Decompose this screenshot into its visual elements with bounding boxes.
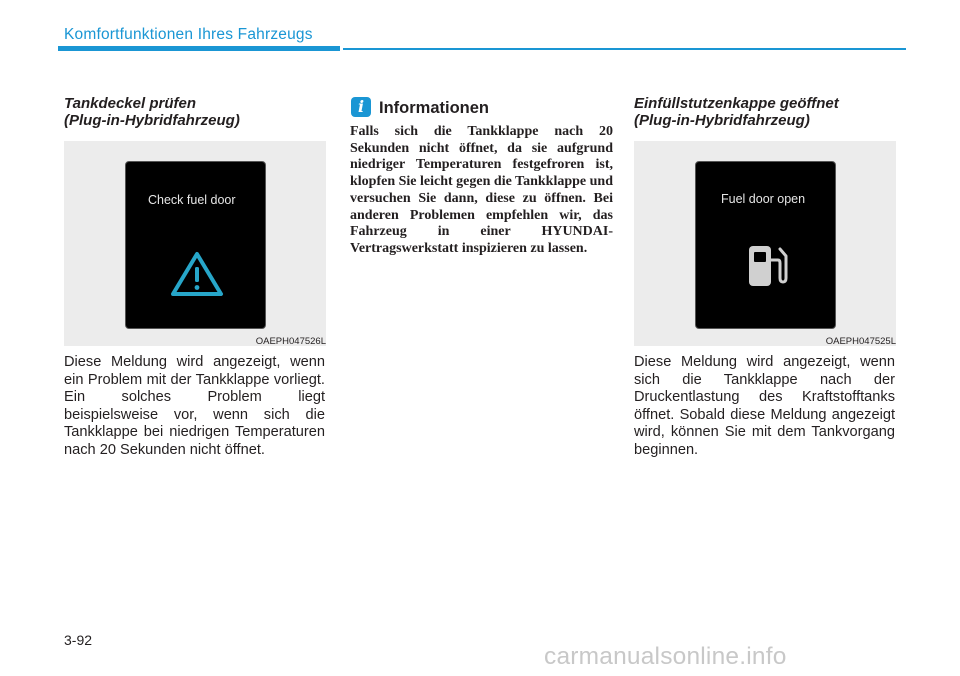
left-heading [64, 95, 326, 129]
right-heading-line2: (Plug-in-Hybridfahrzeug) [634, 112, 810, 129]
left-heading-line1: Tankdeckel prüfen [64, 95, 196, 112]
header-rule-thin [343, 48, 906, 50]
watermark: carmanualsonline.info [544, 643, 787, 670]
cluster-display-left [125, 161, 266, 329]
right-figure [634, 141, 896, 346]
fuel-pump-icon [746, 242, 792, 290]
right-figure-code: OAEPH047525L [825, 336, 896, 347]
fuel-door-open-message: Fuel door open [721, 192, 806, 206]
right-heading [634, 95, 896, 129]
section-title: Komfortfunktionen Ihres Fahrzeugs [64, 26, 313, 43]
left-heading-line2: (Plug-in-Hybridfahrzeug) [64, 112, 240, 129]
left-figure-code: OAEPH047526L [255, 336, 326, 347]
info-icon: i [351, 97, 371, 117]
page-number: 3-92 [64, 632, 93, 648]
info-title: Informationen [379, 99, 489, 117]
cluster-display-right [695, 161, 836, 329]
warning-triangle-icon [170, 250, 224, 298]
left-figure [64, 141, 326, 346]
left-body-text: Diese Meldung wird angezeigt, wenn ein Problem mit der Tankklappe vorliegt. Ein solches Problem liegt beispielsweise vor, wenn sich die Tankklappe bei niedrigen Temperaturen nach 20 Sekunden nicht öffnet. [64, 354, 325, 458]
header-rule-thick [58, 46, 340, 51]
check-fuel-door-message: Check fuel door [148, 193, 236, 207]
right-body-text: Diese Meldung wird angezeigt, wenn sich die Tankklappe nach der Druckentlastung des Kraftstofftanks öffnet. Sobald diese Meldung angezeigt wird, können Sie mit dem Tankvorgang beginnen. [634, 354, 895, 458]
info-text: Falls sich die Tankklappe nach 20 Sekunden nicht öffnet, da sie aufgrund niedriger Temperaturen festgefroren ist, klopfen Sie leicht gegen die Tankklappe und versuchen Sie dann, diese zu öffnen. Bei anderen Problemen empfehlen wir, das Fahrzeug in einer HYUNDAI-Vertragswerkstatt inspizieren zu lassen. [350, 124, 613, 256]
right-heading-line1: Einfüllstutzenkappe geöffnet [634, 95, 839, 112]
